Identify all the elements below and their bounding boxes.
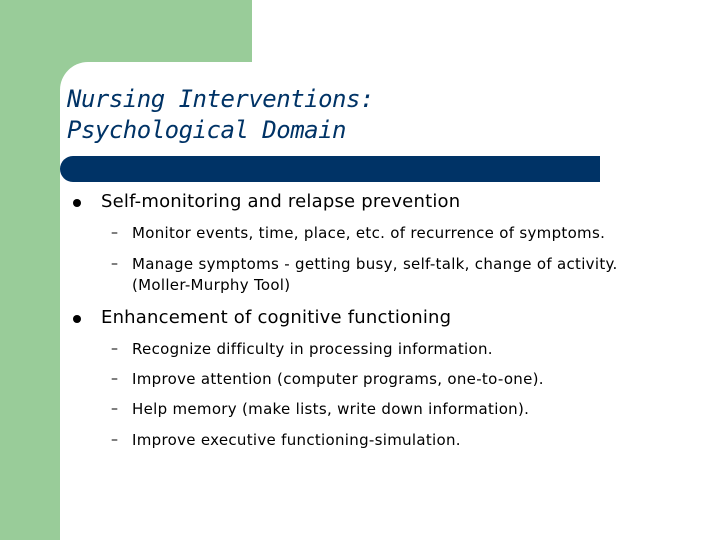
- sub-bullet-dash: –: [111, 341, 118, 357]
- sub-bullet-help-memory: Help memory (make lists, write down information).: [132, 400, 530, 418]
- slide-title: [67, 84, 374, 146]
- slide-title-line-1: Nursing Interventions:: [67, 85, 374, 113]
- sub-bullet-dash: –: [111, 371, 118, 387]
- sub-bullet-executive-functioning: Improve executive functioning-simulation.: [132, 431, 461, 449]
- slide-title-line-2: Psychological Domain: [67, 116, 346, 144]
- sub-bullet-manage-symptoms: Manage symptoms - getting busy, self-talk, change of activity.: [132, 255, 618, 273]
- sub-bullet-recognize-difficulty: Recognize difficulty in processing information.: [132, 340, 493, 358]
- sub-bullet-improve-attention: Improve attention (computer programs, one-to-one).: [132, 370, 544, 388]
- bullet-dot: [73, 199, 81, 207]
- sub-bullet-manage-symptoms-tool: (Moller-Murphy Tool): [132, 276, 291, 294]
- bullet-dot: [73, 315, 81, 323]
- title-divider-bar: [60, 156, 600, 182]
- sub-bullet-dash: –: [111, 432, 118, 448]
- bullet-cognitive-functioning: Enhancement of cognitive functioning: [101, 307, 452, 328]
- sub-bullet-dash: –: [111, 401, 118, 417]
- sub-bullet-dash: –: [111, 225, 118, 241]
- sub-bullet-monitor-events: Monitor events, time, place, etc. of recurrence of symptoms.: [132, 224, 606, 242]
- sub-bullet-dash: –: [111, 256, 118, 272]
- decorative-green-left-strip: [0, 0, 60, 540]
- bullet-self-monitoring: Self-monitoring and relapse prevention: [101, 191, 461, 212]
